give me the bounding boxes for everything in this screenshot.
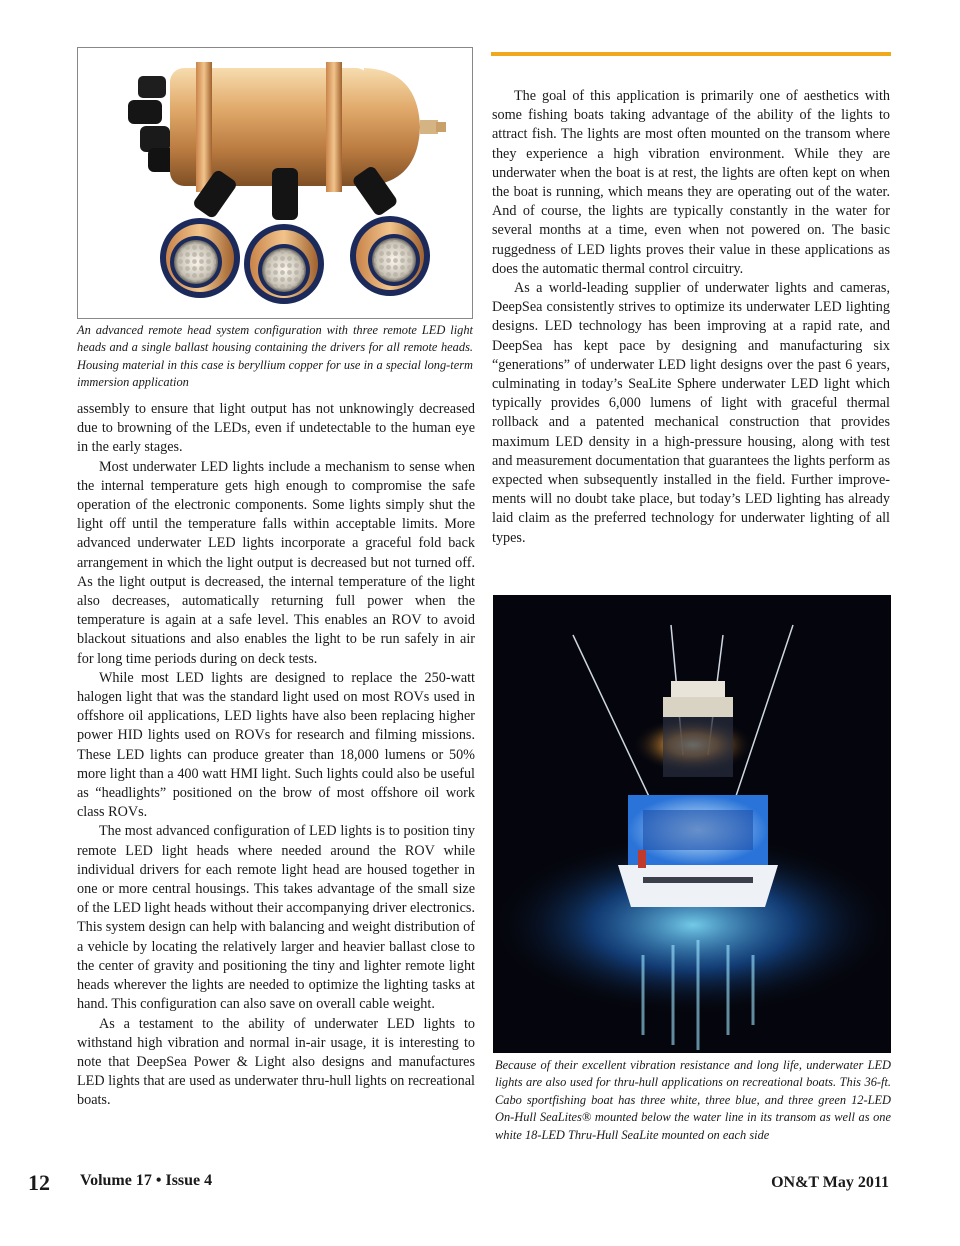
- photo-caption-boat: Because of their excellent vibration resistance and long life, underwater LED lights are also used for thru-hull applications on recreational boats. This 36-ft. Cabo sportfishing boat has three white, three blue, and three green 12-LED On-Hull SeaLites® mounted below the water line in its transom as well as one white 18-LED Thru-Hull SeaLite mounted on each side: [495, 1058, 891, 1142]
- volume-issue: Volume 17 • Issue 4: [80, 1172, 213, 1189]
- accent-rule: [491, 52, 891, 56]
- paragraph: The goal of this application is primarily one of aesthetics with some fishing boats taking advantage of the ability of the lights to attract fish. The lights are most often mounted on the transom where they experience a high vibration environment. While they are underwater when the boat is at rest, the lights are often kept on when the boat is running, which means they are operating out of the water. And of course, the lights are typically constantly in the water for several months at a time, even when not powered on. The basic ruggedness of LED lights proves their value in these applications as does the automatic thermal control circuitry.: [492, 88, 890, 277]
- paragraph: The most advanced configuration of LED lights is to position tiny remote LED light heads where needed around the ROV while individual drivers for each remote light head are housed together in one or more central housings. This takes advantage of the small size of the LED light heads without their accompanying driver electronics. This system design can help with balancing and weight distribution of a vehicle by locating the relatively larger and heavier ballast close to the center of gravity and positioning the tiny and lighter remote light heads wherever the lights are needed to optimize the lighting tasks at hand. This configuration can also save on overall cable weight.: [77, 823, 475, 1013]
- page-number: 12: [28, 1170, 50, 1195]
- left-text-column: [77, 400, 475, 1111]
- paragraph: assembly to ensure that light output has not unknowingly decreased due to browning of the LEDs, even if undetectable to the human eye in the early stages.: [77, 401, 475, 456]
- boat-at-night-illustration: [493, 595, 891, 1053]
- right-text-column: [492, 87, 890, 548]
- paragraph: As a testament to the ability of underwater LED lights to withstand high vibration and normal in-air usage, it is interesting to note that DeepSea Power & Light also designs and manufactures LED lights that are used as underwater thru-hull lights on recreational boats.: [77, 1015, 475, 1109]
- paragraph: As a world-leading supplier of underwater lights and cameras, DeepSea consistently strives to optimize its underwater LED lighting designs. LED technology has been improving at a rapid rate, and DeepSea has kept pace by designing and manufacturing six “generations” of underwater LED light designs over the past 6 years, culminating in today’s SeaLite Sphere underwater LED light which typically provides 6,000 lumens of light with graceful thermal rollback and a patented mechanical construction that provides maximum LED density in a high-pressure housing, along with test and measurement documentation that guarantees the lights perform as expected when subsequently installed in the field. Further improvements will no doubt take place, but today’s LED lighting has already laid claim as the preferred technology for underwater lighting of all types.: [492, 280, 890, 546]
- led-remote-head-photo: [77, 47, 473, 319]
- paragraph: Most underwater LED lights include a mechanism to sense when the internal temperature gets high enough to compromise the safe operation of the electronic components. Some lights simply shut the light off until the temperature falls within acceptable limits. More advanced underwater LED lights incorporate a graceful fold back arrangement in which the light output is decreased but not turned off. As the light output is decreased, the internal temperature of the light also decreases, automatically returning full power when the temperature is again at a safe level. This enables an ROV to avoid blackout situations and also enables the light to be run safely in air for long time periods during on deck tests.: [77, 458, 475, 667]
- magazine-date: ON&T May 2011: [771, 1174, 889, 1191]
- photo-caption-remote-head: An advanced remote head system configuration with three remote LED light heads and a single ballast housing containing the drivers for all remote heads. Housing material in this case is beryllium copper for use in a special long-term immersion application: [77, 323, 473, 390]
- paragraph: While most LED lights are designed to replace the 250-watt halogen light that was the standard light used on most ROVs used in offshore oil applications, LED lights have also been replacing higher power HID lights used on ROVs for research and filming missions. These LED lights can produce greater than 18,000 lumens or 50% more light than a 400 watt HMI light. Such lights could also be useful as “headlights” positioned on the brow of most offshore oil work class ROVs.: [77, 669, 475, 821]
- sportfishing-boat-photo: [493, 595, 891, 1053]
- led-remote-head-illustration: [78, 48, 473, 319]
